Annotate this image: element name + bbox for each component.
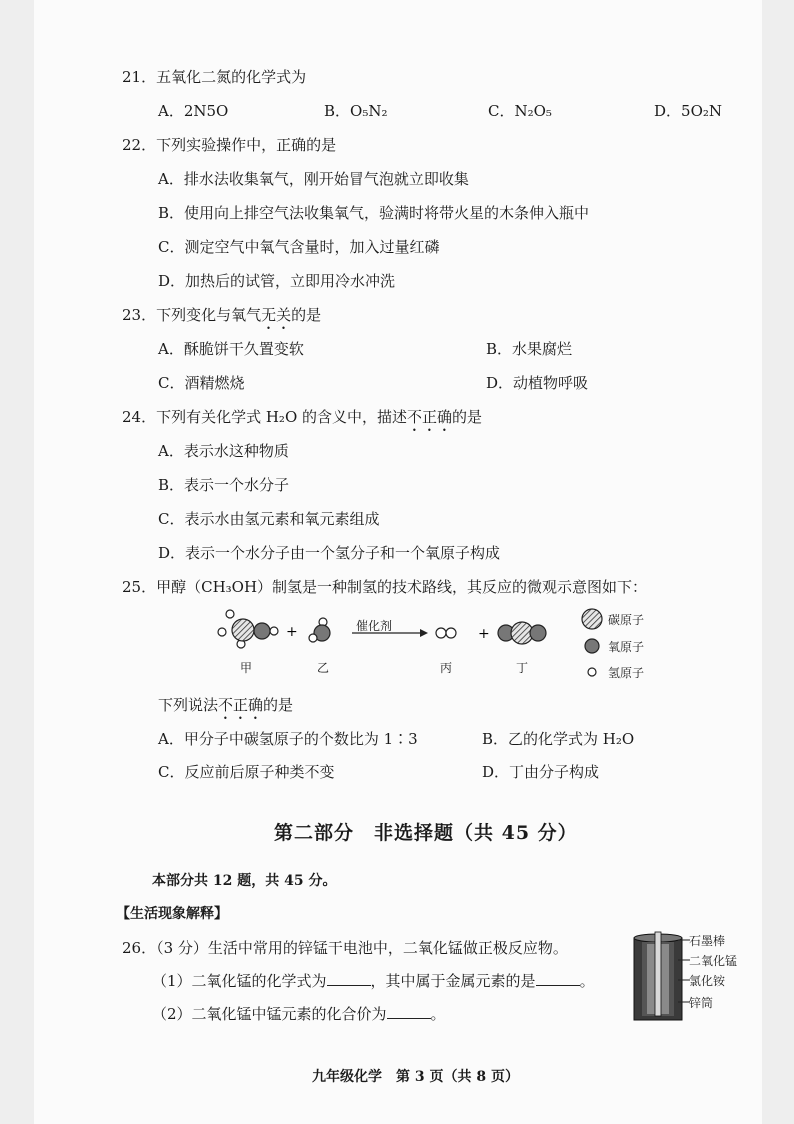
q23-option-a: A．酥脆饼干久置变软 bbox=[158, 340, 304, 358]
q26-part1 bbox=[152, 970, 595, 991]
q24-option-d: D．表示一个水分子由一个氢分子和一个氧原子构成 bbox=[158, 544, 501, 562]
q26-part2 bbox=[152, 1003, 446, 1024]
svg-text:+: + bbox=[286, 624, 298, 640]
q23-option-b: B．水果腐烂 bbox=[486, 340, 573, 358]
q25-substem-emphasis: 不正确 bbox=[218, 696, 264, 714]
molecule-yi bbox=[309, 618, 330, 642]
q21-option-a: A．2N5O bbox=[158, 102, 229, 120]
battery-label-graphite: 石墨棒 bbox=[689, 934, 726, 948]
q21-option-b: B．O₅N₂ bbox=[324, 102, 388, 120]
q25-option-a: A．甲分子中碳氢原子的个数比为 1∶3 bbox=[158, 730, 418, 748]
q26-part1-mid: ，其中属于金属元素的是 bbox=[370, 972, 536, 990]
legend-carbon-label: 碳原子 bbox=[608, 613, 645, 627]
q22-option-d: D．加热后的试管，立即用冷水冲洗 bbox=[158, 272, 396, 290]
q25-option-b: B．乙的化学式为 H₂O bbox=[482, 730, 635, 748]
q25-stem: 25．甲醇（CH₃OH）制氢是一种制氢的技术路线，其反应的微观示意图如下： bbox=[122, 578, 648, 596]
q23-option-d: D．动植物呼吸 bbox=[486, 374, 589, 392]
q25-substem bbox=[158, 694, 293, 723]
label-jia: 甲 bbox=[240, 661, 253, 675]
category-heading: 【生活现象解释】 bbox=[116, 906, 228, 922]
q25-option-c: C．反应前后原子种类不变 bbox=[158, 763, 335, 781]
q23-option-c: C．酒精燃烧 bbox=[158, 374, 245, 392]
molecule-jia bbox=[218, 610, 278, 648]
molecule-ding bbox=[498, 622, 546, 644]
q24-stem-pre: 24．下列有关化学式 H₂O 的含义中，描述 bbox=[122, 408, 408, 426]
battery-label-mno2: 二氧化锰 bbox=[689, 954, 738, 968]
legend-hydrogen-symbol bbox=[588, 668, 596, 676]
svg-text:+: + bbox=[478, 626, 490, 642]
part2-note: 本部分共 12 题，共 45 分。 bbox=[152, 873, 337, 889]
q24-stem-emphasis: 不正确 bbox=[407, 408, 453, 426]
q26-stem: 26．（3 分）生活中常用的锌锰干电池中，二氧化锰做正极反应物。 bbox=[122, 939, 568, 957]
q23-stem-pre: 23．下列变化与氧气 bbox=[122, 306, 262, 324]
exam-page bbox=[34, 0, 762, 1124]
q25-option-d: D．丁由分子构成 bbox=[482, 763, 600, 781]
q21-stem: 21．五氧化二氮的化学式为 bbox=[122, 68, 307, 86]
q21-option-d: D．5O₂N bbox=[654, 102, 723, 120]
page-footer: 九年级化学 第 3 页（共 8 页） bbox=[312, 1069, 519, 1085]
q22-option-b: B．使用向上排空气法收集氧气，验满时将带火星的木条伸入瓶中 bbox=[158, 204, 590, 222]
legend-oxygen-label: 氧原子 bbox=[608, 640, 645, 654]
answer-blank-valence[interactable] bbox=[387, 1004, 431, 1019]
q22-stem: 22．下列实验操作中，正确的是 bbox=[122, 136, 337, 154]
q26-part2-pre: （2）二氧化锰中锰元素的化合价为 bbox=[152, 1005, 387, 1023]
battery-label-nh4cl: 氯化铵 bbox=[689, 974, 726, 988]
q26-part2-post: 。 bbox=[430, 1005, 446, 1023]
q24-stem bbox=[122, 406, 482, 435]
molecule-bing bbox=[436, 628, 456, 638]
q24-stem-post: 的是 bbox=[452, 408, 483, 426]
q26-part1-post: 。 bbox=[579, 972, 595, 990]
reaction-diagram bbox=[34, 600, 762, 690]
q25-substem-pre: 下列说法 bbox=[158, 696, 219, 714]
catalyst-label: 催化剂 bbox=[356, 619, 393, 633]
q26-part1-pre: （1）二氧化锰的化学式为 bbox=[152, 972, 327, 990]
q24-option-b: B．表示一个水分子 bbox=[158, 476, 290, 494]
q24-option-c: C．表示水由氢元素和氧元素组成 bbox=[158, 510, 380, 528]
q22-option-c: C．测定空气中氧气含量时，加入过量红磷 bbox=[158, 238, 440, 256]
label-yi: 乙 bbox=[317, 661, 330, 675]
battery-label-zinc: 锌筒 bbox=[689, 996, 714, 1010]
answer-blank-metal[interactable] bbox=[536, 971, 580, 986]
q21-option-c: C．N₂O₅ bbox=[488, 102, 552, 120]
label-bing: 丙 bbox=[440, 661, 453, 675]
legend-oxygen-symbol bbox=[585, 639, 599, 653]
answer-blank-formula[interactable] bbox=[327, 971, 371, 986]
legend-hydrogen-label: 氢原子 bbox=[608, 666, 645, 680]
q25-substem-post: 的是 bbox=[263, 696, 294, 714]
q22-option-a: A．排水法收集氧气，刚开始冒气泡就立即收集 bbox=[158, 170, 469, 188]
part2-title: 第二部分 非选择题（共 45 分） bbox=[274, 822, 578, 844]
legend-carbon-symbol bbox=[582, 609, 602, 629]
q23-stem-emphasis: 无关 bbox=[261, 306, 292, 324]
q23-stem bbox=[122, 304, 321, 333]
label-ding: 丁 bbox=[516, 661, 529, 675]
q24-option-a: A．表示水这种物质 bbox=[158, 442, 289, 460]
q23-stem-post: 的是 bbox=[291, 306, 322, 324]
